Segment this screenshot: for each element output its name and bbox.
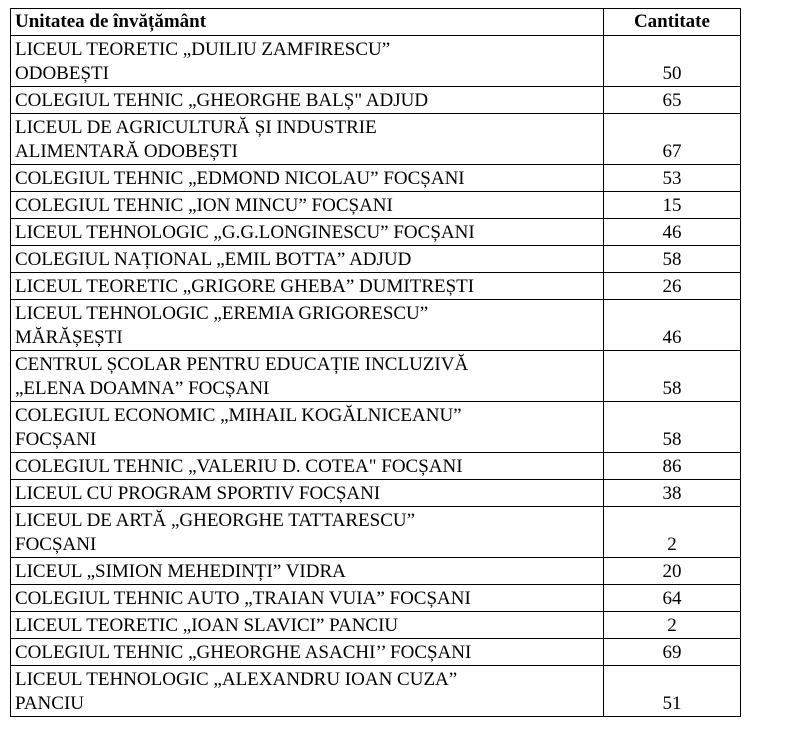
- quantity-cell: 58: [603, 402, 740, 453]
- school-name-line: LICEUL TEHNOLOGIC „ALEXANDRU IOAN CUZA”: [15, 669, 458, 690]
- table-row: [11, 300, 741, 351]
- table-row: [11, 585, 741, 612]
- school-name-cell: [11, 585, 604, 612]
- school-name-line: LICEUL TEHNOLOGIC „G.G.LONGINESCU” FOCȘANI: [15, 222, 475, 243]
- table-row: [11, 87, 741, 114]
- school-name-line: LICEUL TEORETIC „IOAN SLAVICI” PANCIU: [15, 615, 399, 636]
- school-name-line: LICEUL „SIMION MEHEDINȚI” VIDRA: [15, 561, 346, 582]
- school-name-line: COLEGIUL ECONOMIC „MIHAIL KOGĂLNICEANU”: [15, 405, 462, 426]
- school-name-cell: [11, 273, 604, 300]
- table-row: [11, 612, 741, 639]
- quantity-cell: 69: [603, 639, 740, 666]
- school-name-cell: [11, 246, 604, 273]
- school-name-line: LICEUL CU PROGRAM SPORTIV FOCȘANI: [15, 483, 381, 504]
- school-name-cell: [11, 351, 604, 402]
- school-name-line: COLEGIUL TEHNIC „VALERIU D. COTEA" FOCȘANI: [15, 456, 463, 477]
- school-name-cell: [11, 402, 604, 453]
- header-row: [11, 9, 741, 36]
- quantity-cell: 50: [603, 36, 740, 87]
- quantity-cell: 58: [603, 246, 740, 273]
- quantity-cell: 26: [603, 273, 740, 300]
- school-name-line: ODOBEȘTI: [15, 63, 109, 84]
- school-name-cell: [11, 165, 604, 192]
- school-name-cell: [11, 612, 604, 639]
- school-name-line: COLEGIUL TEHNIC AUTO „TRAIAN VUIA” FOCȘANI: [15, 588, 471, 609]
- school-name-line: FOCȘANI: [15, 534, 97, 555]
- school-name-line: LICEUL DE ARTĂ „GHEORGHE TATTARESCU”: [15, 510, 416, 531]
- school-name-line: LICEUL TEORETIC „GRIGORE GHEBA” DUMITREȘTI: [15, 276, 475, 297]
- school-name-cell: [11, 192, 604, 219]
- school-name-line: PANCIU: [15, 693, 84, 714]
- quantity-cell: 46: [603, 300, 740, 351]
- school-name-cell: [11, 507, 604, 558]
- school-name-cell: [11, 219, 604, 246]
- table-row: [11, 246, 741, 273]
- header-school-unit: Unitatea de învățământ: [11, 9, 604, 36]
- school-name-line: COLEGIUL TEHNIC „GHEORGHE BALȘ" ADJUD: [15, 90, 429, 111]
- quantity-cell: 86: [603, 453, 740, 480]
- school-name-line: ALIMENTARĂ ODOBEȘTI: [15, 141, 238, 162]
- school-name-line: COLEGIUL NAȚIONAL „EMIL BOTTA” ADJUD: [15, 249, 412, 270]
- table-row: [11, 114, 741, 165]
- table-row: [11, 165, 741, 192]
- table-row: [11, 273, 741, 300]
- quantity-cell: 53: [603, 165, 740, 192]
- school-name-line: FOCȘANI: [15, 429, 97, 450]
- quantity-cell: 67: [603, 114, 740, 165]
- quantity-cell: 15: [603, 192, 740, 219]
- quantity-cell: 2: [603, 612, 740, 639]
- table-row: [11, 453, 741, 480]
- school-name-line: CENTRUL ȘCOLAR PENTRU EDUCAȚIE INCLUZIVĂ: [15, 354, 469, 375]
- table-row: [11, 192, 741, 219]
- table-row: [11, 666, 741, 717]
- quantity-cell: 64: [603, 585, 740, 612]
- quantity-cell: 38: [603, 480, 740, 507]
- table-row: [11, 480, 741, 507]
- quantity-cell: 20: [603, 558, 740, 585]
- table-row: [11, 402, 741, 453]
- school-name-line: COLEGIUL TEHNIC „ION MINCU” FOCȘANI: [15, 195, 393, 216]
- table-row: [11, 351, 741, 402]
- school-name-cell: [11, 87, 604, 114]
- quantity-cell: 2: [603, 507, 740, 558]
- table-row: [11, 507, 741, 558]
- table-row: [11, 639, 741, 666]
- school-name-line: MĂRĂȘEȘTI: [15, 327, 123, 348]
- quantity-cell: 65: [603, 87, 740, 114]
- school-name-cell: [11, 300, 604, 351]
- school-name-cell: [11, 114, 604, 165]
- quantity-cell: 51: [603, 666, 740, 717]
- table-row: [11, 558, 741, 585]
- table-row: [11, 219, 741, 246]
- school-name-line: LICEUL DE AGRICULTURĂ ȘI INDUSTRIE: [15, 117, 377, 138]
- quantity-cell: 46: [603, 219, 740, 246]
- header-quantity: Cantitate: [603, 9, 740, 36]
- table-row: [11, 36, 741, 87]
- school-name-cell: [11, 453, 604, 480]
- school-name-line: COLEGIUL TEHNIC „GHEORGHE ASACHI’’ FOCȘANI: [15, 642, 472, 663]
- school-name-line: LICEUL TEHNOLOGIC „EREMIA GRIGORESCU”: [15, 303, 429, 324]
- school-name-cell: [11, 639, 604, 666]
- school-name-cell: [11, 558, 604, 585]
- school-name-cell: [11, 36, 604, 87]
- schools-table: [10, 8, 741, 717]
- table-body: [11, 36, 741, 717]
- school-name-cell: [11, 480, 604, 507]
- school-name-cell: [11, 666, 604, 717]
- school-name-line: COLEGIUL TEHNIC „EDMOND NICOLAU” FOCȘANI: [15, 168, 465, 189]
- quantity-cell: 58: [603, 351, 740, 402]
- school-name-line: LICEUL TEORETIC „DUILIU ZAMFIRESCU”: [15, 39, 391, 60]
- school-name-line: „ELENA DOAMNA” FOCȘANI: [15, 378, 270, 399]
